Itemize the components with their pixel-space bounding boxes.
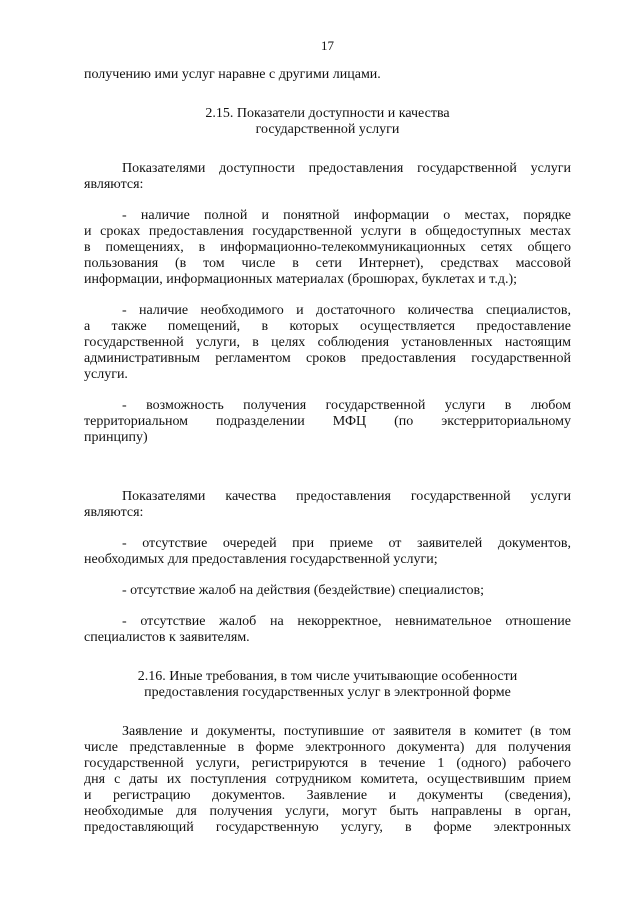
text-line: 2.15. Показатели доступности и качества — [205, 106, 450, 121]
text-line: и регистрацию документов. Заявление и документы (сведения), — [84, 788, 571, 803]
text-line: пользования (в том числе в сети Интернет), средствах массовой — [84, 256, 571, 271]
text-line: Заявление и документы, поступившие от заявителя в комитет (в том — [122, 724, 571, 739]
text-line: необходимых для предоставления государственной услуги; — [84, 552, 438, 567]
text-line: необходимые для получения услуги, могут быть направлены в орган, — [84, 804, 571, 819]
text-line: являются: — [84, 505, 144, 520]
text-line: территориальном подразделении МФЦ (по экстерриториальному — [84, 414, 571, 429]
text-line: числе представленные в форме электронного документа) для получения — [84, 740, 571, 755]
text-line: - наличие полной и понятной информации о местах, порядке — [122, 208, 571, 223]
text-line: предоставляющий государственную услугу, в форме электронных — [84, 820, 571, 835]
text-line: в помещениях, в информационно-телекоммуникационных сетях общего — [84, 240, 571, 255]
text-line: - отсутствие очередей при приеме от заявителей документов, — [122, 536, 571, 551]
text-line: - отсутствие жалоб на некорректное, невнимательное отношение — [122, 614, 571, 629]
text-line: 2.16. Иные требования, в том числе учитывающие особенности — [137, 669, 518, 684]
text-line: государственной услуги, регистрируются в течение 1 (одного) рабочего — [84, 756, 571, 771]
text-line: - отсутствие жалоб на действия (бездействие) специалистов; — [122, 583, 485, 598]
text-line: Показателями доступности предоставления государственной услуги — [122, 161, 571, 176]
text-line: а также помещений, в которых осуществляется предоставление — [84, 319, 571, 334]
text-line: - возможность получения государственной услуги в любом — [122, 398, 571, 413]
text-line: являются: — [84, 177, 144, 192]
page-number: 17 — [321, 38, 334, 53]
text-line: государственной услуги — [255, 122, 400, 137]
text-line: принципу) — [84, 430, 148, 445]
text-line: информации, информационных материалах (брошюрах, буклетах и т.д.); — [84, 272, 518, 287]
text-line: Показателями качества предоставления государственной услуги — [122, 489, 571, 504]
text-line: получению ими услуг наравне с другими лицами. — [84, 67, 381, 82]
text-line: - наличие необходимого и достаточного количества специалистов, — [122, 303, 571, 318]
text-line: предоставления государственных услуг в электронной форме — [144, 685, 511, 700]
text-line: услуги. — [84, 367, 128, 382]
text-line: специалистов к заявителям. — [84, 630, 250, 645]
text-line: и сроках предоставления государственной услуги в общедоступных местах — [84, 224, 571, 239]
text-line: государственной услуги, в целях соблюдения установленных настоящим — [84, 335, 571, 350]
text-line: дня с даты их поступления сотрудником комитета, осуществившим прием — [84, 772, 571, 787]
text-line: административным регламентом сроков предоставления государственной — [84, 351, 571, 366]
